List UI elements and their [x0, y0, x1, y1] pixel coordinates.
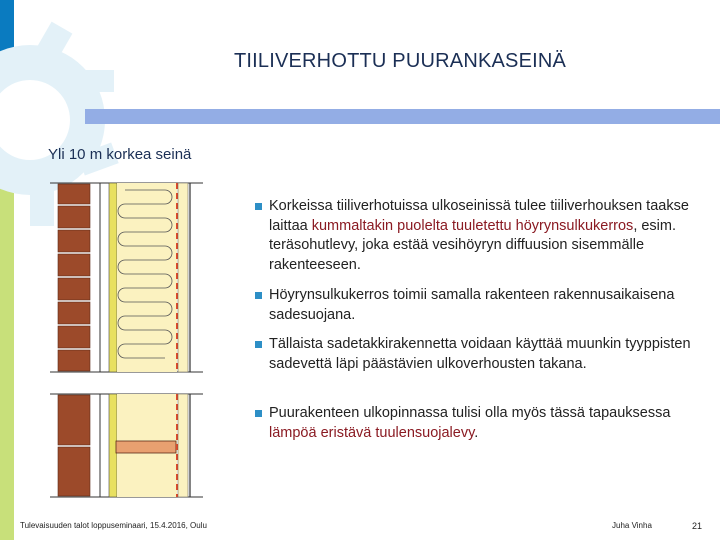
footer-author: Juha Vinha	[612, 521, 652, 530]
bullet-item	[255, 197, 695, 275]
footer-event: Tulevaisuuden talot loppuseminaari, 15.4.2016, Oulu	[20, 521, 207, 530]
wall-section-lower	[50, 394, 203, 497]
bullet-item	[255, 404, 695, 443]
bullet-square-icon	[255, 341, 262, 348]
bullet-square-icon	[255, 410, 262, 417]
page-number: 21	[692, 521, 703, 531]
bullet-text: Tällaista sadetakkirakennetta voidaan käyttää muunkin tyyppisten sadevettä läpi päästävien ulkoverhousten takana.	[269, 336, 691, 372]
bullet-text: Höyrynsulkukerros toimii samalla rakenteen rakennusaikaisena sadesuojana.	[269, 287, 675, 323]
title-divider	[85, 109, 720, 124]
slide-subtitle: Yli 10 m korkea seinä	[48, 146, 192, 163]
bullet-square-icon	[255, 203, 262, 210]
bullet-text: Korkeissa tiiliverhotuissa ulkoseinissä tulee tiiliverhouksen taakse laittaa	[269, 198, 689, 234]
bullet-item	[255, 335, 695, 374]
bullet-highlight: kummaltakin puolelta tuuletettu höyrynsulkukerros	[311, 217, 634, 234]
bullet-text: Puurakenteen ulkopinnassa tulisi olla myös tässä tapauksessa	[269, 405, 671, 421]
bullet-item	[255, 286, 695, 325]
bullet-highlight: lämpöä eristävä tuulensuojalevy	[269, 424, 475, 441]
slide-title: TIILIVERHOTTU PUURANKASEINÄ	[233, 50, 567, 72]
bullet-square-icon	[255, 292, 262, 299]
bullet-text: .	[474, 424, 479, 441]
bullet-text: , esim. teräsohutlevy, joka estää vesihöyryn diffuusion sisemmälle rakenteeseen.	[269, 217, 677, 273]
wall-section-upper	[50, 183, 203, 372]
